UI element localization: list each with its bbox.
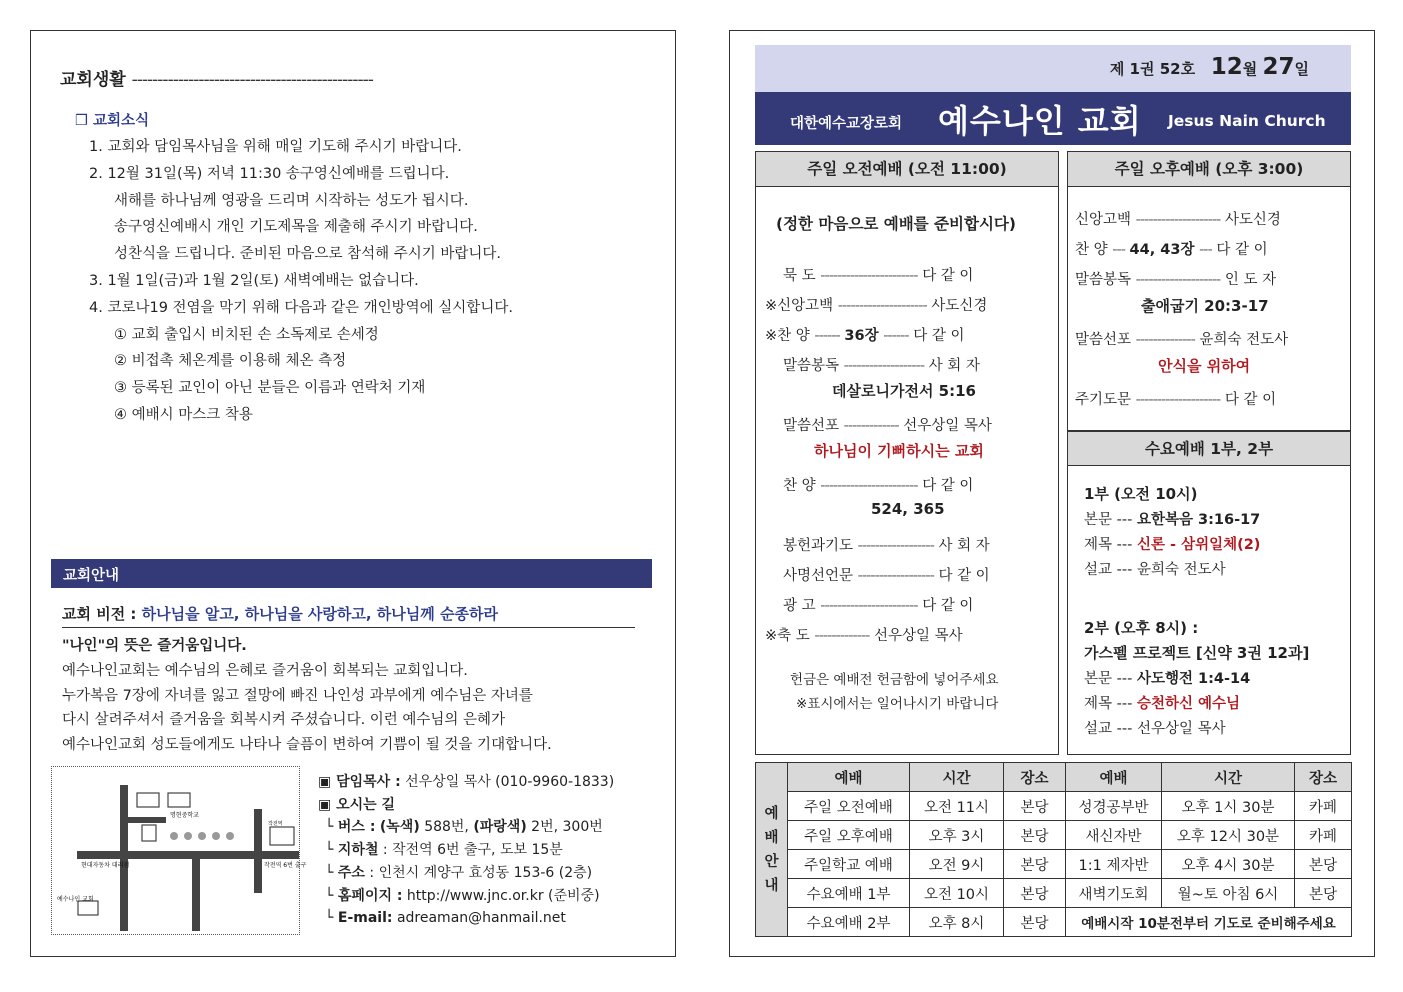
table-cell: 본당 — [1295, 879, 1352, 908]
bus-green-label: (녹색) — [379, 819, 420, 836]
wed-line-label: 본문 --- — [1084, 671, 1133, 687]
order-leader: 다 같 이 — [922, 268, 974, 284]
table-cell: 본당 — [1295, 850, 1352, 879]
order-item — [783, 594, 973, 615]
pastor-line — [318, 771, 614, 794]
news-list — [89, 134, 659, 429]
order-label: 광 고 — [783, 598, 816, 614]
tree-icon — [198, 832, 206, 840]
order-item — [783, 564, 990, 585]
table-cell: 오후 4시 30분 — [1162, 850, 1295, 879]
table-header: 장소 — [1004, 763, 1066, 792]
order-item — [765, 324, 964, 345]
title-dashes: ----------------------------------------------- — [131, 70, 373, 90]
table-cell: 본당 — [1004, 908, 1066, 937]
order-leader: 다 같 이 — [1224, 392, 1277, 408]
news-item: 2. 12월 31일(목) 저녁 11:30 송구영신예배를 드립니다. — [89, 165, 450, 182]
order-leader: 인 도 자 — [1224, 272, 1277, 288]
bus-line — [318, 816, 614, 839]
subway-value: : 작전역 6번 출구, 도보 15분 — [382, 842, 563, 859]
news-item: 송구영신예배시 개인 기도제목을 제출해 주시기 바랍니다. — [114, 219, 478, 236]
schedule-note: 예배시작 10분전부터 기도로 준비해주세요 — [1066, 908, 1352, 937]
order-label: 찬 양 — [1075, 242, 1108, 258]
email-line — [318, 907, 614, 930]
news-subitem: ② 비접촉 체온계를 이용해 체온 측정 — [114, 353, 347, 370]
sunday-afternoon-service — [1067, 151, 1351, 431]
am-sermon-title: 하나님이 기뻐하시는 교회 — [814, 442, 984, 460]
leader-dots: ------------------ — [857, 568, 934, 584]
wed-title: 수요예배 1부, 2부 — [1068, 431, 1350, 466]
subway-line — [318, 839, 614, 862]
order-leader: 다 같 이 — [913, 328, 965, 344]
order-label: 묵 도 — [783, 268, 816, 284]
wed-line-label: 제목 --- — [1084, 696, 1133, 712]
bullet-icon: └ — [325, 842, 334, 859]
order-label: 말씀봉독 — [783, 358, 840, 374]
hymn-number: 44, 43장 — [1129, 242, 1195, 258]
wed-scripture: 요한복음 3:16-17 — [1136, 512, 1261, 528]
pm-sermon-title: 안식을 위하여 — [1158, 357, 1251, 375]
order-label: 말씀봉독 — [1075, 272, 1132, 288]
order-item — [765, 294, 987, 315]
wed-line — [1084, 667, 1250, 688]
issue-month-unit: 월 — [1242, 60, 1258, 78]
am-prep: (정한 마음으로 예배를 준비합시다) — [776, 215, 1016, 233]
table-cell: 오후 3시 — [910, 821, 1004, 850]
table-cell: 오후 8시 — [910, 908, 1004, 937]
leader-dots: --------------------- — [837, 298, 927, 314]
table-header: 예배 — [788, 763, 910, 792]
order-leader: 윤희숙 전도사 — [1199, 332, 1289, 348]
sunday-morning-service — [755, 151, 1059, 755]
subway-label: 지하철 — [337, 842, 379, 859]
nain-line: 다시 살려주셔서 즐거움을 회복시켜 주셨습니다. 이런 예수님의 은혜가 — [62, 712, 506, 729]
order-item — [1075, 238, 1268, 259]
table-row — [756, 908, 1352, 937]
leader-dots: ----------------------- — [820, 268, 918, 284]
map-road — [128, 817, 166, 823]
leader-dots: ------------- — [814, 628, 870, 644]
email-label: E-mail: — [337, 910, 393, 927]
table-cell: 1:1 제자반 — [1066, 850, 1162, 879]
vision-line — [62, 603, 635, 628]
news-item: 3. 1월 1일(금)과 1월 2일(토) 새벽예배는 없습니다. — [89, 272, 419, 289]
table-cell: 카페 — [1295, 792, 1352, 821]
table-cell: 카페 — [1295, 821, 1352, 850]
wed-part2-title: 2부 (오후 8시) : — [1084, 619, 1199, 637]
wed-line — [1084, 717, 1226, 738]
order-label: 말씀선포 — [783, 418, 840, 434]
order-label: 봉헌과기도 — [783, 538, 854, 554]
nain-line: 누가복음 7장에 자녀를 잃고 절망에 빠진 나인성 과부에게 예수님은 자녀를 — [62, 687, 533, 704]
am-note: 헌금은 예배전 헌금함에 넣어주세요 — [790, 672, 999, 688]
order-leader: 사 회 자 — [938, 538, 990, 554]
wed-line-label: 본문 --- — [1084, 512, 1133, 528]
map-label-church: 예수나인 교회 — [57, 896, 94, 903]
issue-info — [1110, 54, 1309, 80]
tree-icon — [226, 832, 234, 840]
order-leader: 선우상일 목사 — [874, 628, 963, 644]
news-subitem: ① 교회 출입시 비치된 손 소독제로 손세정 — [114, 326, 379, 343]
vision-label: 교회 비전 : — [62, 605, 137, 623]
church-info-bar: 교회안내 — [51, 559, 652, 588]
table-cell: 성경공부반 — [1066, 792, 1162, 821]
order-leader: 사도신경 — [1224, 212, 1281, 228]
table-row — [756, 792, 1352, 821]
order-label: 말씀선포 — [1075, 332, 1132, 348]
order-leader: 다 같 이 — [922, 598, 974, 614]
order-label: 신앙고백 — [1075, 212, 1132, 228]
news-heading: ❒ 교회소식 — [75, 113, 150, 129]
am-praise-numbers: 524, 365 — [871, 500, 945, 518]
address-line — [318, 862, 614, 885]
order-label: ※신앙고백 — [765, 298, 834, 314]
homepage-line — [318, 885, 614, 908]
bullet-icon: └ — [325, 864, 334, 881]
map-road — [192, 857, 200, 931]
bus-label: 버스 : — [337, 819, 376, 836]
order-item — [765, 624, 963, 645]
order-leader: 사도신경 — [931, 298, 988, 314]
wed-line-label: 제목 --- — [1084, 537, 1133, 553]
wed-line — [1084, 558, 1226, 579]
address-label: 주소 — [337, 864, 365, 881]
table-row — [756, 821, 1352, 850]
wed-line-label: 설교 --- — [1084, 562, 1133, 578]
pm-scripture: 출애굽기 20:3-17 — [1141, 297, 1269, 315]
church-life-title — [60, 65, 373, 90]
news-item: 성찬식을 드립니다. 준비된 마음으로 참석해 주시기 바랍니다. — [114, 246, 502, 263]
tree-icon — [170, 832, 178, 840]
leader-dots: ----------------------- — [820, 478, 918, 494]
table-row — [756, 879, 1352, 908]
wed-topic: 신론 - 삼위일체(2) — [1136, 537, 1261, 553]
table-row — [756, 850, 1352, 879]
wed-line — [1084, 508, 1260, 529]
bus-green-number: 588번, — [424, 819, 469, 836]
leader-dots: --- — [1199, 242, 1212, 258]
news-subitem: ④ 예배시 마스크 착용 — [114, 406, 253, 423]
order-leader: 다 같 이 — [938, 568, 990, 584]
map-label-station-sign: 작전역 — [268, 821, 283, 827]
order-item — [783, 474, 973, 495]
wednesday-service — [1067, 431, 1351, 755]
table-cell: 오전 11시 — [910, 792, 1004, 821]
table-cell: 월~토 아침 6시 — [1162, 879, 1295, 908]
homepage-label: 홈페이지 : — [337, 887, 403, 904]
pastor-value: 선우상일 목사 (010-9960-1833) — [405, 774, 615, 790]
table-cell: 수요예배 1부 — [788, 879, 910, 908]
leader-dots: -------------------- — [1135, 212, 1221, 228]
map-drawing — [52, 767, 307, 934]
map-label-school: 명현중학교 — [170, 812, 199, 819]
order-label: ※찬 양 — [765, 328, 810, 344]
am-scripture: 데살로니가전서 5:16 — [832, 382, 976, 400]
table-cell: 주일학교 예배 — [788, 850, 910, 879]
nain-line: 예수나인교회는 예수님의 은혜로 즐거움이 회복되는 교회입니다. — [62, 662, 468, 679]
news-item: 새해를 하나님께 영광을 드리며 시작하는 성도가 됩시다. — [114, 192, 469, 209]
nain-meaning — [62, 634, 652, 758]
order-item — [783, 354, 980, 375]
church-life-heading: 교회생활 — [60, 70, 126, 90]
leader-dots: ------ — [883, 328, 909, 344]
table-header: 장소 — [1295, 763, 1352, 792]
leader-dots: ------ — [814, 328, 840, 344]
church-name-en: Jesus Nain Church — [1168, 112, 1326, 130]
table-cell: 수요예배 2부 — [788, 908, 910, 937]
table-cell: 본당 — [1004, 850, 1066, 879]
wed-preacher: 윤희숙 전도사 — [1136, 562, 1226, 578]
tree-icon — [184, 832, 192, 840]
pm-title: 주일 오후예배 (오후 3:00) — [1068, 152, 1350, 187]
order-item — [1075, 268, 1276, 289]
leader-dots: ------------------ — [857, 538, 934, 554]
church-name: 예수나인 교회 — [938, 102, 1142, 140]
order-leader: 다 같 이 — [1216, 242, 1268, 258]
location-map — [51, 766, 307, 935]
order-leader: 사 회 자 — [928, 358, 980, 374]
address-value: : 인천시 계양구 효성동 153-6 (2층) — [369, 864, 593, 881]
table-header: 시간 — [910, 763, 1004, 792]
news-item: 4. 코로나19 전염을 막기 위해 다음과 같은 개인방역에 실시합니다. — [89, 299, 513, 316]
table-cell: 새벽기도회 — [1066, 879, 1162, 908]
leader-dots: ------------------- — [843, 358, 925, 374]
email-link[interactable]: adreaman@hanmail.net — [396, 910, 566, 927]
nain-title: "나인"의 뜻은 즐거움입니다. — [62, 638, 247, 654]
news-subitem: ③ 등록된 교인이 아닌 분들은 이름과 연락처 기재 — [114, 380, 426, 397]
wed-line — [1084, 533, 1260, 554]
table-cell: 오전 9시 — [910, 850, 1004, 879]
leader-dots: -------------------- — [1135, 272, 1221, 288]
order-label: 사명선언문 — [783, 568, 854, 584]
bus-blue-label: (파랑색) — [473, 819, 527, 836]
worship-schedule-table — [755, 762, 1352, 937]
order-item — [783, 534, 990, 555]
bullet-icon: └ — [325, 887, 334, 904]
order-item — [783, 414, 992, 435]
order-item — [1075, 328, 1288, 349]
issue-month: 12 — [1210, 54, 1243, 80]
map-label-station: 작전역 6번 출구 — [264, 862, 307, 869]
leader-dots: -------------- — [1135, 332, 1195, 348]
issue-bar — [755, 45, 1351, 92]
schedule-label: 예 배 안 내 — [756, 763, 788, 937]
table-cell: 새신자반 — [1066, 821, 1162, 850]
right-page — [729, 30, 1375, 957]
order-leader: 선우상일 목사 — [903, 418, 992, 434]
leader-dots: ------------- — [843, 418, 899, 434]
map-road — [254, 809, 262, 893]
order-label: 찬 양 — [783, 478, 816, 494]
contact-info — [318, 771, 614, 930]
leader-dots: --- — [1112, 242, 1125, 258]
table-cell: 본당 — [1004, 821, 1066, 850]
bullet-icon: └ — [325, 910, 334, 927]
order-leader: 다 같 이 — [922, 478, 974, 494]
table-header: 시간 — [1162, 763, 1295, 792]
table-cell: 오후 12시 30분 — [1162, 821, 1295, 850]
church-title-bar — [755, 92, 1351, 145]
am-title: 주일 오전예배 (오전 11:00) — [756, 152, 1058, 187]
pastor-label: ▣ 담임목사 : — [318, 774, 401, 790]
news-item: 1. 교회와 담임목사님을 위해 매일 기도해 주시기 바랍니다. — [89, 139, 462, 155]
order-item — [1075, 388, 1276, 409]
map-label-carshop: 현대자동차 대리점 — [81, 862, 130, 869]
wed-scripture: 사도행전 1:4-14 — [1136, 671, 1251, 687]
homepage-link[interactable]: http://www.jnc.or.kr (준비중) — [406, 887, 600, 904]
leader-dots: ----------------------- — [820, 598, 918, 614]
table-header-row — [756, 763, 1352, 792]
wed-topic: 승천하신 예수님 — [1136, 696, 1241, 712]
denomination: 대한예수교장로회 — [790, 116, 903, 132]
table-cell: 오후 1시 30분 — [1162, 792, 1295, 821]
issue-day: 27 — [1262, 54, 1295, 80]
am-note: ※표시에서는 일어나시기 바랍니다 — [796, 696, 999, 712]
table-cell: 본당 — [1004, 792, 1066, 821]
order-item — [783, 264, 973, 285]
order-label: ※축 도 — [765, 628, 810, 644]
map-road — [77, 851, 299, 859]
table-cell: 주일 오후예배 — [788, 821, 910, 850]
issue-number: 제 1권 52호 — [1109, 60, 1196, 78]
wed-line — [1084, 692, 1240, 713]
order-label: 주기도문 — [1075, 392, 1132, 408]
table-cell: 오전 10시 — [910, 879, 1004, 908]
nain-line: 예수나인교회 성도들에게도 나타나 슬픔이 변하여 기쁨이 될 것을 기대합니다. — [62, 737, 552, 754]
bullet-icon: └ — [325, 819, 334, 836]
wed-part1-title: 1부 (오전 10시) — [1084, 485, 1198, 503]
vision-text: 하나님을 알고, 하나님을 사랑하고, 하나님께 순종하라 — [141, 605, 498, 623]
leader-dots: -------------------- — [1135, 392, 1221, 408]
wed-preacher: 선우상일 목사 — [1136, 721, 1226, 737]
table-cell: 본당 — [1004, 879, 1066, 908]
bus-blue-number: 2번, 300번 — [531, 819, 603, 836]
table-cell: 주일 오전예배 — [788, 792, 910, 821]
left-page — [30, 30, 676, 957]
order-item — [1075, 208, 1281, 229]
directions-title: ▣ 오시는 길 — [318, 796, 396, 813]
wed-part2-series: 가스펠 프로젝트 [신약 3권 12과] — [1084, 644, 1310, 662]
issue-day-unit: 일 — [1294, 60, 1309, 78]
hymn-number: 36장 — [844, 328, 879, 344]
table-header: 예배 — [1066, 763, 1162, 792]
wed-line-label: 설교 --- — [1084, 721, 1133, 737]
tree-icon — [212, 832, 220, 840]
